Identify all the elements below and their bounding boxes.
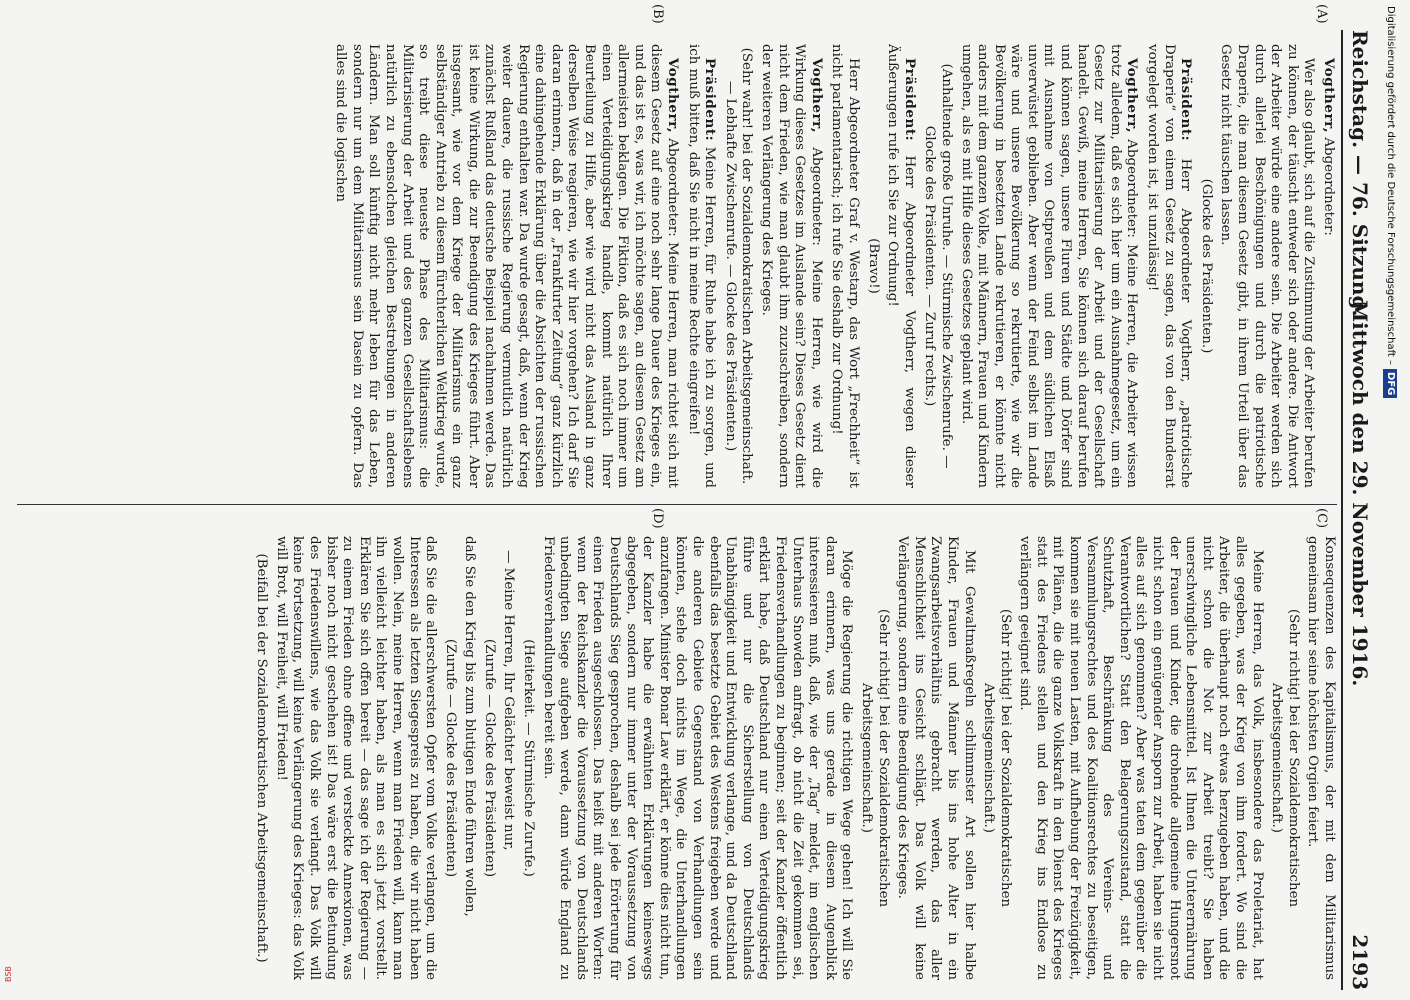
interjection: (Glocke des Präsidenten.) [1198,178,1214,354]
interjection: (Zurufe — Glocke des Präsidenten) [481,638,497,878]
bsb-mark: BSB [4,966,13,982]
paragraph [828,44,861,488]
interjection: (Anhaltende große Unruhe. — Stürmische Zwischenrufe. — Glocke des Präsidenten. — Zuruf rechts.) [922,63,954,469]
margin-mark-b: (B) [650,4,665,24]
paragraph [1217,44,1317,488]
paragraph-text: Wer also glaubt, sich auf die Zustimmung der Arbeiter berufen zu können, der täuscht entweder sich oder andere. Die Antwort der Arbeiter würde eine andere sein. Die Arbeiter werden sich durch allerlei Beschönigungen und durch die patriotische Draperie, die man diesem Gesetz gibt, in ihrem Urteil über das Gesetz nicht täuschen lassen. [1218,44,1317,488]
paragraph-text: daß Sie den Krieg bis zum blutigen Ende führen wollen, [462,536,478,917]
paragraph [884,44,918,488]
paragraph-text: Meine Herren, die Arbeiter wissen trotz alledem, daß es sich hier um ein Ausnahmegesetz, um ein Gesetz zur Militarisierung der Arbeit und der Gesellschaft handelt. Gewiß, meine Herren, Sie können sich darauf berufen und können sagen, unsere Fluren und Städte und Dörfer sind mit Ausnahme von Ostpreußen und dem südlichen Elsaß unverwüstet geblieben. Aber wenn der Feind selbst im Lande wäre und unsere Bevölkerung so rekrutierte, wie wir die Bevölkerung in besetzten Lande rekrutieren, er könnte nicht anders mit dem ganzen Volke, mit Männern, Frauen und Kindern umgehen, als es mit Hilfe dieses Gesetzes geplant wird. [958,44,1140,488]
paragraph [539,536,854,980]
speaker-name: Präsident: [1178,58,1195,142]
paragraph [894,536,977,980]
speaker-role: Abgeordneter: [665,133,681,237]
paragraph-text: Herr Abgeordneter Vogtherr, wegen dieser Äußerungen rufe ich Sie zur Ordnung! [885,44,917,488]
header-date: Mittwoch den 29. November 1916. [1348,300,1372,687]
paragraph [500,536,517,980]
interjection: (Heiterkeit. — Stürmische Zurufe.) [521,639,537,877]
paragraph [1304,536,1337,980]
page-number: 2193 [1348,934,1372,990]
paragraph-text: Meine Herren, wie wird die Wirkung dieses Gesetzes im Auslande sein? Dieses Gesetz dient nicht dem Frieden, wie man glaubt ihm zuzuschreiben, sondern der weiteren Verlängerung des Krieges. [759,44,824,488]
paragraph-text: Konsequenzen des Kapitalismus, der mit dem Militarismus gemeinsam hier seine höchsten Orgien feiert. [1305,536,1337,980]
paragraph-text: daß Sie die allerschwersten Opfer vom Volke verlangen, um die Interessen als letzten Siegespreis zu haben, die wir nicht haben wollen. Nein, meine Herren, wenn man Frieden will, kann man ihn vielleicht leichter haben, als man es sich jetzt vorstellt. Erklären Sie sich offen bereit — das sage ich der Regierung — zu einem Frieden ohne offene und versteckte Annexionen, was bisher noch nicht geschehen ist! Das wäre erst die Betundung des Friedenswillens, wie das Volk sie verlangt. Das Volk will keine Fortsetzung, will keine Verlängerung des Krieges: das Volk will Brot, will Freiheit, will Frieden! [273,536,439,980]
paragraph [684,44,718,488]
paragraph-text: Herr Abgeordneter Vogtherr, „patriotische Draperie“ von einem Gesetz zu sagen, das von den Bundesrat vorgelegt worden ist, ist unzulässig! [1145,44,1194,488]
interjection: (Bravo!) [865,238,881,294]
paragraph-text: — Meine Herren, Ihr Gelächter beweist nur, [501,550,517,851]
margin-mark-d: (D) [650,508,665,529]
paragraph [1016,536,1265,980]
speaker-name: Vogtherr, [665,58,682,134]
paragraph-text: Möge die Regierung die richtigen Wege gehen! Ich will Sie daran erinnern, was uns gerade in diesem Augenblick interessieren muß, daß, wie der „Tag“ meldet, im englischen Unterhaus Snowden anfragt, ob nicht die Zeit gekommen sei, Friedensverhandlungen zu beginnen; seit der Kanzler öffentlich erklärt habe, daß Deutschland nur einen Verteidigungskrieg führe und nur die Sicherstellung von Deutschlands Unabhängigkeit und Entwicklung verlange, und da Deutschland ebenfalls das besetzte Gebiet des Westens freigeben werde und die anderen Gebiete Gegenstand von Verhandlungen sein könnten, stehe doch nichts im Wege, die Unterhandlungen anzufangen. Minister Bonar Law erklärt, er könne dies nicht tun, der Kanzler habe die erwähnten Erklärungen keineswegs abgegeben, sondern nur immer unter der Voraussetzung von Deutschlands Sieg gesprochen, deshalb sei jede Erörterung für einen Frieden ausgeschlossen. Das heißt mit anderen Worten: wenn der Reichskanzler die Voraussetzung von Deutschlands unbedingten Siege aufgeben werde, dann würde England zu Friedensverhandlungen bereit sein. [540,536,855,980]
right-text-column [17,536,1337,980]
interjection: (Sehr wahr! bei der Sozialdemokratischen Arbeitsgemeinschaft. — Lebhafte Zwischenrufe. — Glocke des Präsidenten.) [722,47,755,485]
paragraph [757,44,824,488]
paragraph [272,536,438,980]
paragraph-text: Meine Herren, man richtet sich mit diesem Gesetz auf eine noch sehr lange Dauer des Krieges ein, und das ist es, was wir, ich möchte sagen, an diesem Gesetz am allermeisten beklagen. Die Fiktion, daß es sich noch immer um einen Verteidigungskrieg handle, kommt natürlich Ihrer Beurteilung zu Hilfe, aber wie wird nicht das Ausland in ganz derselben Weise reagieren, wie wir hier vorgehen? Ich darf Sie daran erinnern, daß in der „Frankfurter Zeitung“ ganz kürzlich eine dahingehende Erklärung über die Absichten der russischen Regierung enthalten war. Da wurde gesagt, daß, wenn der Krieg weiter dauere, die russische Regierung vermutlich natürlich zunächst Rußland das deutsche Beispiel nachahmen werde. Das ist keine Wirkung, die zur Beendigung des Krieges führt. Aber insgesamt, wie vor dem Kriege der Militarismus ein ganz selbständiger Antrieb zu diesem fürchterlichen Weltkrieg wurde, so treibt diese neueste Phase des Militarismus: die Militarisierung der Arbeit und des ganzen Gesellschaftslebens natürlich zu ebensolchen gleichen Bestrebungen in anderen Ländern. Man soll künftig nicht mehr leben für das Leben, sondern nur um dem Militarismus sein Dasein zu opfern. Das alles sind die logischen [333,44,681,488]
interjection: (Zurufe — Glocke des Präsidenten) [442,638,458,878]
left-text-column [17,44,1337,488]
running-head [1341,30,1377,990]
interjection: (Sehr richtig! bei der Sozialdemokratischen Arbeitsgemeinschaft.) [858,608,891,908]
interjection: (Sehr richtig! bei der Sozialdemokratischen Arbeitsgemeinschaft.) [981,608,1013,908]
paragraph [957,44,1141,488]
speaker-role: Abgeordneter: [1321,133,1336,236]
paragraph [1143,44,1194,488]
dfg-logo: DFG [1383,369,1397,398]
digitization-credit [1383,6,1397,996]
interjection: (Sehr richtig! bei der Sozialdemokratischen Arbeitsgemeinschaft.) [1269,608,1301,908]
speaker-name: Präsident: [901,58,918,142]
speaker-role: Abgeordneter: [808,133,824,246]
paragraph-text: Herr Abgeordneter Graf v. Westarp, das Wort „Frechheit“ ist nicht parlamentarisch; ich rufe Sie deshalb zur Ordnung! [829,44,861,488]
margin-mark-c: (C) [1314,508,1329,529]
paragraph [1319,44,1337,488]
paragraph [332,44,681,488]
paragraph-text: Meine Herren, für Ruhe habe ich zu sorgen, und ich muß bitten, daß Sie nicht in meine Rechte eingreifen! [685,44,718,488]
margin-mark-a: (A) [1314,4,1329,24]
speaker-name: Vogtherr, [1124,58,1141,134]
paragraph-text: Meine Herren, das Volk, insbesondere das Proletariat, hat alles gegeben, was der Krieg von ihm fordert. Wo sind die Arbeiter, die überhaupt noch etwas herzugeben haben, und die nicht schon die Not zur Arbeit treibt? Sie haben unerschwingliche Lebensmittel. Ist Ihnen die Unterernährung der Frauen und Kinder, die drohende allgemeine Hungersnot nicht schon ein genügender Ansporn zur Arbeit, haben sie nicht alles auf sich genommen? Aber was taten dem gegenüber die Verantwortlichen? Statt den Belagerungszustand, statt die Schutzhaft, Beschränkung des Vereins- und Versammlungsrechtes und des Koalitionsrechtes zu beseitigen, kommen sie mit neuen Lasten, mit Aufhebung der Freizügigkeit, mit Plänen, die die ganze Volkskraft in den Dienst des Krieges statt des Friedens stellen und den Krieg ins Endlose zu verlängern geeignet sind. [1017,536,1265,980]
header-left: Reichstag. — 76. Sitzung. [1348,30,1372,317]
speaker-name: Vogtherr, [1321,58,1337,134]
speaker-role: Abgeordneter: [1124,133,1140,238]
speaker-name: Präsident: [702,58,719,142]
credit-text: Digitalisierung gefördert durch die Deutsche Forschungsgemeinschaft – [1385,6,1396,366]
speaker-name: Vogtherr, [808,58,825,134]
interjection: (Beifall bei der Sozialdemokratischen Arbeitsgemeinschaft.) [254,553,270,963]
paragraph-text: Mit Gewaltmaßregeln schlimmster Art sollen hier halbe Kinder, Frauen und Männer bis ins hohe Alter in ein Zwangsarbeitsverhältnis gebracht werden, das aller Menschlichkeit ins Gesicht schlägt. Das Volk will keine Verlängerung, sondern eine Beendigung des Krieges. [895,536,977,980]
column-divider [17,504,1337,505]
paragraph [461,536,478,980]
